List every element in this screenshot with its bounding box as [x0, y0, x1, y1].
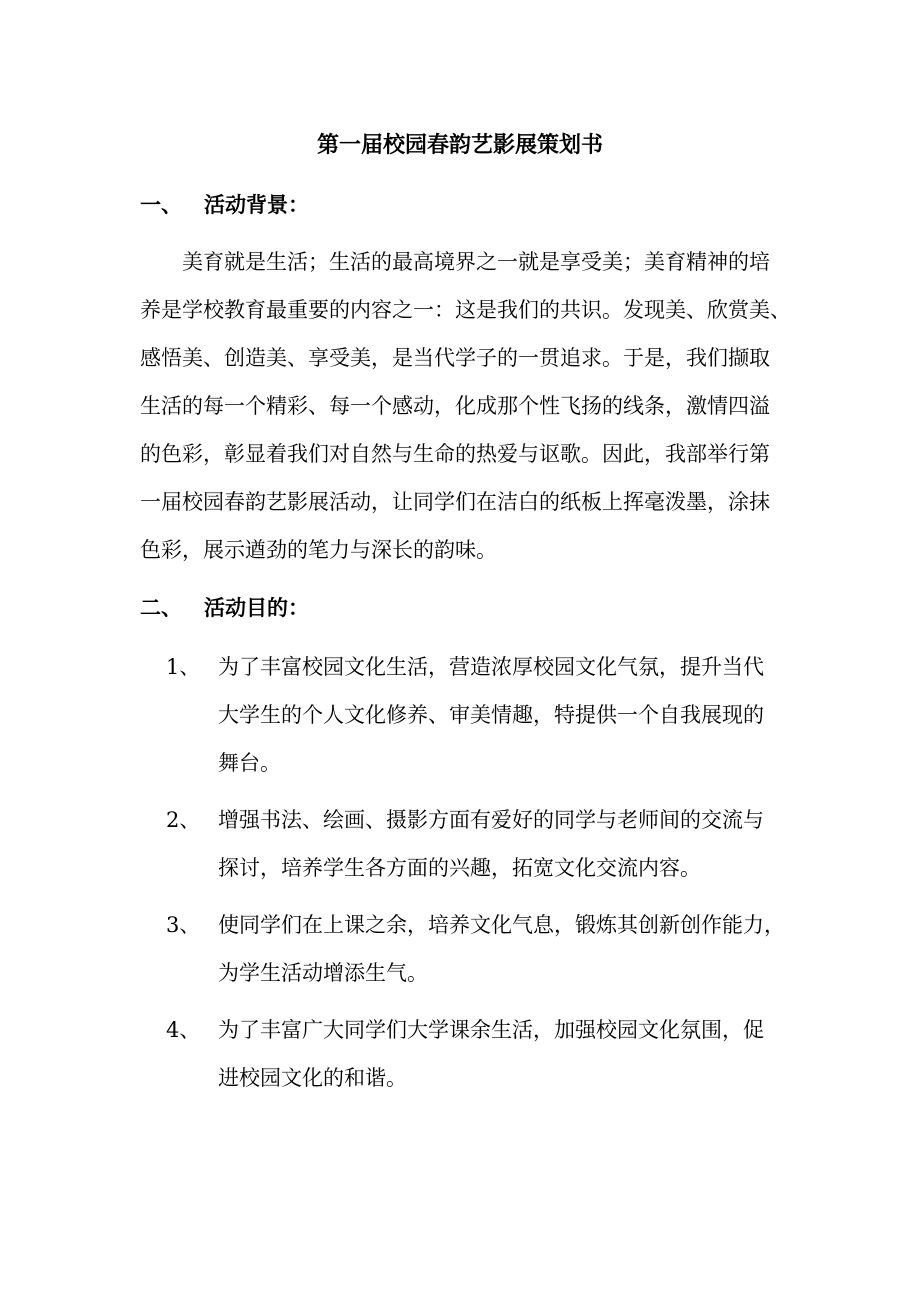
paragraph-line: 养是学校教育最重要的内容之一：这是我们的共识。发现美、欣赏美、	[140, 298, 791, 322]
list-item-line: 探讨，培养学生各方面的兴趣，拓宽文化交流内容。	[218, 856, 701, 880]
section-2-heading: 活动目的：	[204, 595, 309, 620]
paragraph-line: 一届校园春韵艺影展活动，让同学们在洁白的纸板上挥毫泼墨，涂抹	[140, 490, 770, 514]
list-item-line: 增强书法、绘画、摄影方面有爱好的同学与老师间的交流与	[218, 808, 764, 832]
paragraph-line: 感悟美、创造美、享受美，是当代学子的一贯追求。于是，我们撷取	[140, 346, 770, 370]
list-item-line: 大学生的个人文化修养、审美情趣，特提供一个自我展现的	[218, 703, 764, 727]
paragraph-line: 美育就是生活；生活的最高境界之一就是享受美；美育精神的培	[182, 250, 770, 274]
list-item-line: 为了丰富校园文化生活，营造浓厚校园文化气氛，提升当代	[218, 655, 764, 679]
list-item-number: 4、	[166, 1018, 201, 1042]
list-item-number: 2、	[166, 808, 201, 832]
section-1-number: 一、	[140, 192, 182, 217]
list-item-line: 使同学们在上课之余，培养文化气息，锻炼其创新创作能力，	[218, 913, 785, 937]
paragraph-line: 生活的每一个精彩、每一个感动，化成那个性飞扬的线条，激情四溢	[140, 394, 770, 418]
document-title: 第一届校园春韵艺影展策划书	[316, 132, 603, 158]
paragraph-line: 的色彩，彰显着我们对自然与生命的热爱与讴歌。因此，我部举行第	[140, 442, 770, 466]
list-item-number: 3、	[166, 913, 201, 937]
list-item-line: 舞台。	[218, 751, 281, 775]
list-item-line: 为学生活动增添生气。	[218, 961, 428, 985]
paragraph-line: 色彩，展示遒劲的笔力与深长的韵味。	[140, 538, 497, 562]
list-item-number: 1、	[166, 655, 201, 679]
section-1-heading: 活动背景：	[204, 192, 309, 217]
list-item-line: 进校园文化的和谐。	[218, 1066, 407, 1090]
list-item-line: 为了丰富广大同学们大学课余生活，加强校园文化氛围，促	[218, 1018, 764, 1042]
section-2-number: 二、	[140, 595, 182, 620]
